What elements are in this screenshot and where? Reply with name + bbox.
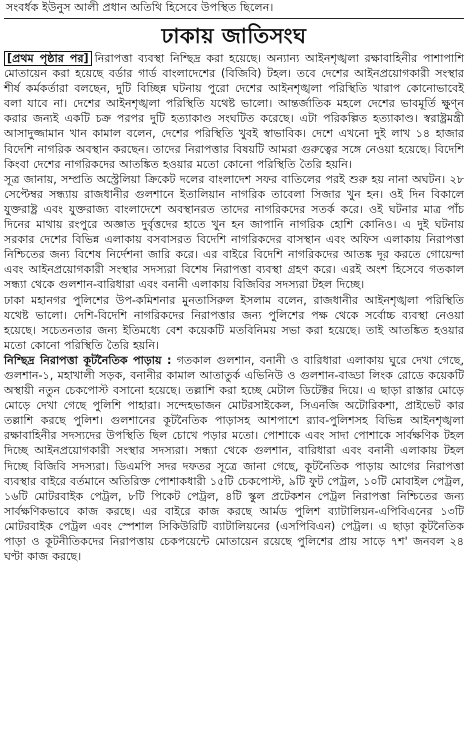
paragraph-1 <box>4 51 464 172</box>
headline: ঢাকায় জাতিসংঘ <box>161 24 307 48</box>
paragraph-2: সূত্র জানায়, সম্প্রতি অস্ট্রেলিয়া ক্রিকেট দলের বাংলাদেশ সফর বাতিলের পরই শুরু হয় নানা অঘটন। ২৮ সেপ্টেম্বর সন্ধ্যায় রাজধানীর গুলশানে ইতালিয়ান নাগরিক তাবেলা সিজার খুন হন। ওই দিন বিকালে যুক্তরাষ্ট্র এবং যুক্তরাজ্য বাংলাদেশে অবস্থানরত তাদের নাগরিকদের সতর্ক করে। ওই ঘটনার মাত্র পাঁচ দিনের মাথায় রংপুরে অজ্ঞাত দুর্বৃত্তদের হাতে খুন হন জাপানি নাগরিক হোশি কোনিও। এ দুই ঘটনায় সরকার দেশের বিভিন্ন এলাকায় বসবাসরত বিদেশি নাগরিকদের বাসস্থান এবং অফিস এলাকায় নিরাপত্তা নিশ্চিতের জন্য বিশেষ নির্দেশনা জারি করে। এর বাইরে বিদেশি নাগরিকদের আতঙ্ক দূর করতে গোয়েন্দা এবং আইনপ্রয়োগকারী সংস্থার সদস্যরা বিশেষ নিরাপত্তা ব্যবস্থা গ্রহণ করে। এরই অংশ হিসেবে গতকাল সন্ধ্যা থেকে গুলশান-বারিধারা এবং বনানী এলাকায় বিজিবির সদস্যরা টহল দিচ্ছে। <box>4 172 464 292</box>
paragraph-4 <box>4 353 464 564</box>
separator-rule <box>4 18 464 19</box>
paragraph-3: ঢাকা মহানগর পুলিশের উপ-কমিশনার মুনতাসিরুল ইসলাম বলেন, রাজধানীর আইনশৃঙ্খলা পরিস্থিতি যথেষ্ট ভালো। দেশি-বিদেশি নাগরিকদের নিরাপত্তার জন্য পুলিশের পক্ষ থেকে সর্বোচ্চ ব্যবস্থা নেওয়া হয়েছে। সচেতনতার জন্য ইতিমধ্যে বেশ কয়েকটি মতবিনিময় সভা করা হয়েছে। তাই আতঙ্কিত হওয়ার মতো কোনো পরিস্থিতি তৈরি হয়নি। <box>4 293 464 352</box>
article-body <box>4 51 464 564</box>
continued-tag: [প্রথম পৃষ্ঠার পর] <box>4 51 92 66</box>
paragraph-1-text: নিরাপত্তা ব্যবস্থা নিশ্ছিদ্র করা হয়েছে। অন্যান্য আইনশৃঙ্খলা রক্ষাবাহিনীর পাশাপাশি মোতায়েন করা হয়েছে বর্ডার গার্ড বাংলাদেশের (বিজিবি) টহল। তবে দেশের আইনপ্রয়োগকারী সংস্থার শীর্ষ কর্মকর্তারা বলছেন, দুটি বিচ্ছিন্ন ঘটনায় পুরো দেশের আইনশৃঙ্খলা পরিস্থিতি খারাপ কোনোভাবেই বলা যাবে না। দেশের আইনশৃঙ্খলা পরিস্থিতি যথেষ্ট ভালো। আন্তর্জাতিক মহলে দেশের ভাবমূর্তি ক্ষুণ্ন করার জন্যই একটি চক্র পরপর দুটি হত্যাকাণ্ড সংঘটিত করেছে। এটা পরিকল্পিত হত্যাকাণ্ড। স্বরাষ্ট্রমন্ত্রী আসাদুজ্জামান খান কামাল বলেন, দেশের পরিস্থিতি খুবই স্বাভাবিক। দেশে এখনো দুই লাখ ১৪ হাজার বিদেশি নাগরিক অবস্থান করছেন। তাদের নিরাপত্তার বিষয়টি আমরা গুরুত্বের সঙ্গে নেওয়া হয়েছে। বিদেশি কিংবা দেশের নাগরিকদের আতঙ্কিত হওয়ার মতো কোনো পরিস্থিতি তৈরি হয়নি। <box>4 52 465 171</box>
paragraph-4-text: গতকাল গুলশান, বনানী ও বারিধারা এলাকায় ঘুরে দেখা গেছে, গুলশান-১, মহাখালী সড়ক, বনানীর কামাল আতাতুর্ক এভিনিউ ও গুলশান-বাড্ডা লিংক রোডে কয়েকটি অস্থায়ী নতুন চেকপোস্ট বসানো হয়েছে। তল্লাশি করা হচ্ছে মেটাল ডিটেক্টর দিয়ে। এ ছাড়া রাস্তার মোড়ে মোড়ে দেখা গেছে পুলিশি পাহারা। সন্দেহভাজন মোটরসাইকেল, সিএনজি অটোরিকশা, প্রাইভেট কার তল্লাশি করছে পুলিশ। গুলশানের কূটনৈতিক পাড়াসহ আশপাশে র‌্যাব-পুলিশসহ বিভিন্ন আইনশৃঙ্খলা রক্ষাবাহিনীর সদস্যদের উপস্থিতি ছিল চোখে পড়ার মতো। পোশাকে এবং সাদা পোশাকে সার্বক্ষণিক টহল দিচ্ছে আইনপ্রয়োগকারী সংস্থার সদস্যরা। সন্ধ্যা থেকে গুলশান, বারিধারা এবং বনানী এলাকায় টহল দিচ্ছে বিজিবি সদস্যরা। ডিএমপি সদর দফতর সূত্রে জানা গেছে, কূটনৈতিক পাড়ায় আগের নিরাপত্তা ব্যবস্থার বাইরে বর্তমানে অতিরিক্ত পোশাকধারী ১৫টি চেকপোস্ট, ৯টি ফুট পেট্রল, ১০টি মোবাইল পেট্রল, ১৬টি মোটরবাইক পেট্রল, ৮টি পিকেট পেট্রল, ৪টি স্কুল প্রটেকশন পেট্রল নিরাপত্তা নিশ্চিতের জন্য সার্বক্ষণিকভাবে কাজ করছে। এর বাইরে কাজ করছে আর্মড পুলিশ ব্যাটালিয়ন-এপিবিএনের ১৩টি মোটরবাইক পেট্রল এবং স্পেশাল সিকিউরিটি ব্যাটালিয়নের (এসপিবিএন) পেট্রল। এ ছাড়া কূটনৈতিক পাড়া ও কূটনীতিকদের নিরাপত্তায় চেকপয়েন্টে মোতায়েন রয়েছে পুলিশের প্রায় সাড়ে ৭শ' জনবল ২৪ ঘণ্টা কাজ করছে। <box>4 353 464 564</box>
subheading: নিশ্ছিদ্র নিরাপত্তা কূটনৈতিক পাড়ায় : <box>4 353 172 367</box>
previous-article-tail: সংবর্ধক ইউনুস আলী প্রধান অতিথি হিসেবে উপস্থিত ছিলেন। <box>6 1 274 14</box>
